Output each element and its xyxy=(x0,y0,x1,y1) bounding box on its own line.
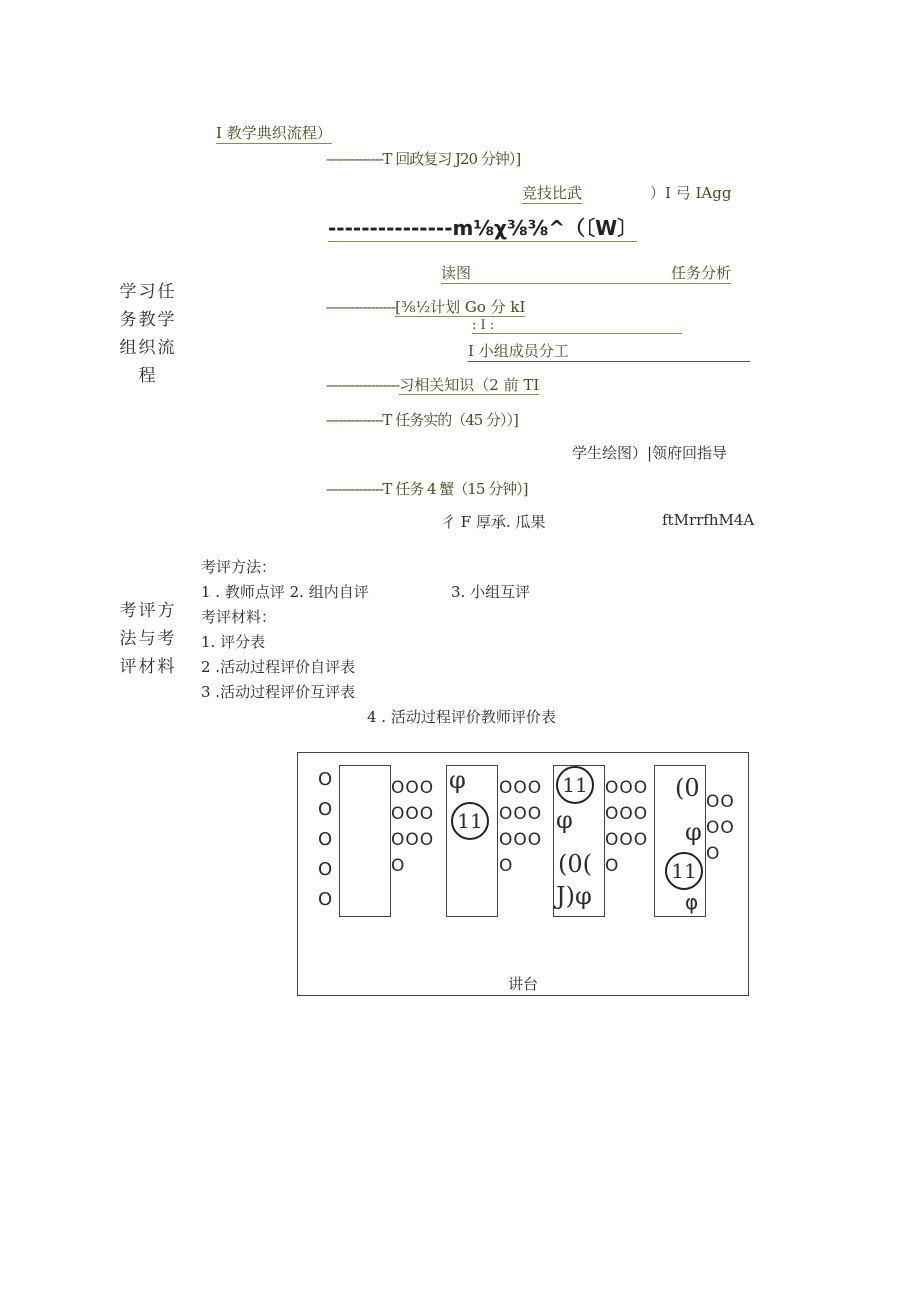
side-label-flow-line: 程 xyxy=(138,366,158,386)
side-label-eval-line: 考评方 xyxy=(119,601,177,621)
group-marker: J)φ xyxy=(556,882,592,910)
seat-row: OOO xyxy=(499,778,543,798)
side-label-flow xyxy=(112,278,184,390)
podium-label: 讲台 xyxy=(507,975,538,993)
eval-materials-title: 考评材料： xyxy=(201,608,277,626)
seat-row: O xyxy=(391,856,406,876)
seat-column-1 xyxy=(318,765,332,915)
seat-row: OOO xyxy=(605,804,649,824)
seat-column-4 xyxy=(605,775,648,879)
flow-step-task-sub-left: 读图 xyxy=(441,264,472,282)
group-marker: (0( xyxy=(558,850,592,878)
flow-step-implement: --------------T 任务实的（45 分））] xyxy=(326,411,518,429)
side-label-eval-line: 评材料 xyxy=(119,657,177,677)
flow-step-knowledge-dash: ------------------ xyxy=(326,376,400,394)
seat-column-5 xyxy=(706,789,735,867)
seat-row: O xyxy=(499,856,514,876)
flow-step-plan-dash: ----------------- xyxy=(326,298,396,316)
seat-row: OOO xyxy=(605,778,649,798)
group-marker: φ xyxy=(685,890,699,914)
seat-row: OOO xyxy=(499,804,543,824)
group-marker: (0 xyxy=(675,774,700,802)
side-label-eval-line: 法与考 xyxy=(119,629,177,649)
seat-column-2 xyxy=(391,775,434,879)
group-number-marker: 11 xyxy=(556,766,594,804)
seat-row: OOO xyxy=(391,778,435,798)
flow-title: I 教学典织流程） xyxy=(216,124,332,142)
flow-step-knowledge-label: 习相关知识（2 前 TI xyxy=(399,376,540,394)
seat-row: OO xyxy=(706,792,735,812)
flow-step-evaluate-sub-right: ftMrrfhM4A xyxy=(662,511,755,529)
group-number-marker: 11 xyxy=(665,852,703,890)
side-label-flow-line: 务教学 xyxy=(119,310,177,330)
seat-row: OOO xyxy=(391,804,435,824)
flow-step-task-sub-right: 任务分析 xyxy=(670,264,731,282)
seat: O xyxy=(318,799,333,820)
seat-row: O xyxy=(605,856,620,876)
desk-block-4 xyxy=(654,765,706,917)
seat: O xyxy=(318,769,333,790)
eval-methods-title: 考评方法： xyxy=(201,558,277,576)
group-marker: φ xyxy=(556,806,573,834)
eval-material-1: 1. 评分表 xyxy=(201,633,266,651)
seat: O xyxy=(318,889,333,910)
eval-material-4: 4 . 活动过程评价教师评价表 xyxy=(367,708,556,726)
eval-material-2: 2 .活动过程评价自评表 xyxy=(201,658,356,676)
side-label-flow-line: 组织流 xyxy=(119,338,177,358)
seat: O xyxy=(318,829,333,850)
eval-methods-line-b: 3. 小组互评 xyxy=(451,583,531,601)
flow-step-implement-sub: 学生绘图）|领府回指导 xyxy=(572,444,728,462)
group-marker: φ xyxy=(449,766,466,794)
flow-step-evaluate-sub-left: 彳 F 厚承. 瓜果 xyxy=(441,513,546,531)
seat-row: OOO xyxy=(605,830,649,850)
seat: O xyxy=(318,859,333,880)
seat-row: OOO xyxy=(499,830,543,850)
seat-row: O xyxy=(706,844,721,864)
desk-block-1 xyxy=(339,765,391,917)
flow-step-plan-sub: : I : xyxy=(472,318,682,334)
flow-step-plan-label: [⅜½计划 Go 分 kI xyxy=(395,298,526,316)
flow-step-task-sub xyxy=(441,262,731,284)
eval-methods-line-a: 1 . 教师点评 2. 组内自评 xyxy=(201,583,369,601)
seat-column-3 xyxy=(499,775,542,879)
desk-block-3 xyxy=(553,765,605,917)
flow-step-review-sub-left: 竞技比武 xyxy=(522,184,583,202)
flow-step-task: ---------------m⅛χ⅜⅜^（〔W〕 xyxy=(328,212,637,242)
flow-step-knowledge xyxy=(326,374,539,395)
seat-row: OOO xyxy=(391,830,435,850)
seat-row: OO xyxy=(706,818,735,838)
flow-step-evaluate: --------------T 任务 4 蟹（15 分钟）] xyxy=(326,480,528,498)
flow-step-plan xyxy=(326,296,525,317)
side-label-eval xyxy=(112,597,184,681)
side-label-flow-line: 学习任 xyxy=(119,282,177,302)
eval-material-3: 3 .活动过程评价互评表 xyxy=(201,683,356,701)
group-number-marker: 11 xyxy=(451,802,489,840)
flow-step-plan-sub2: I 小组成员分工 xyxy=(468,340,750,362)
flow-step-review: --------------T 回政复习 J20 分钟）] xyxy=(326,150,521,168)
flow-step-review-sub-right: ）I 弓 IAgg xyxy=(650,184,732,202)
desk-block-2 xyxy=(446,765,498,917)
group-marker: φ xyxy=(685,818,702,846)
seating-plan xyxy=(297,752,749,996)
